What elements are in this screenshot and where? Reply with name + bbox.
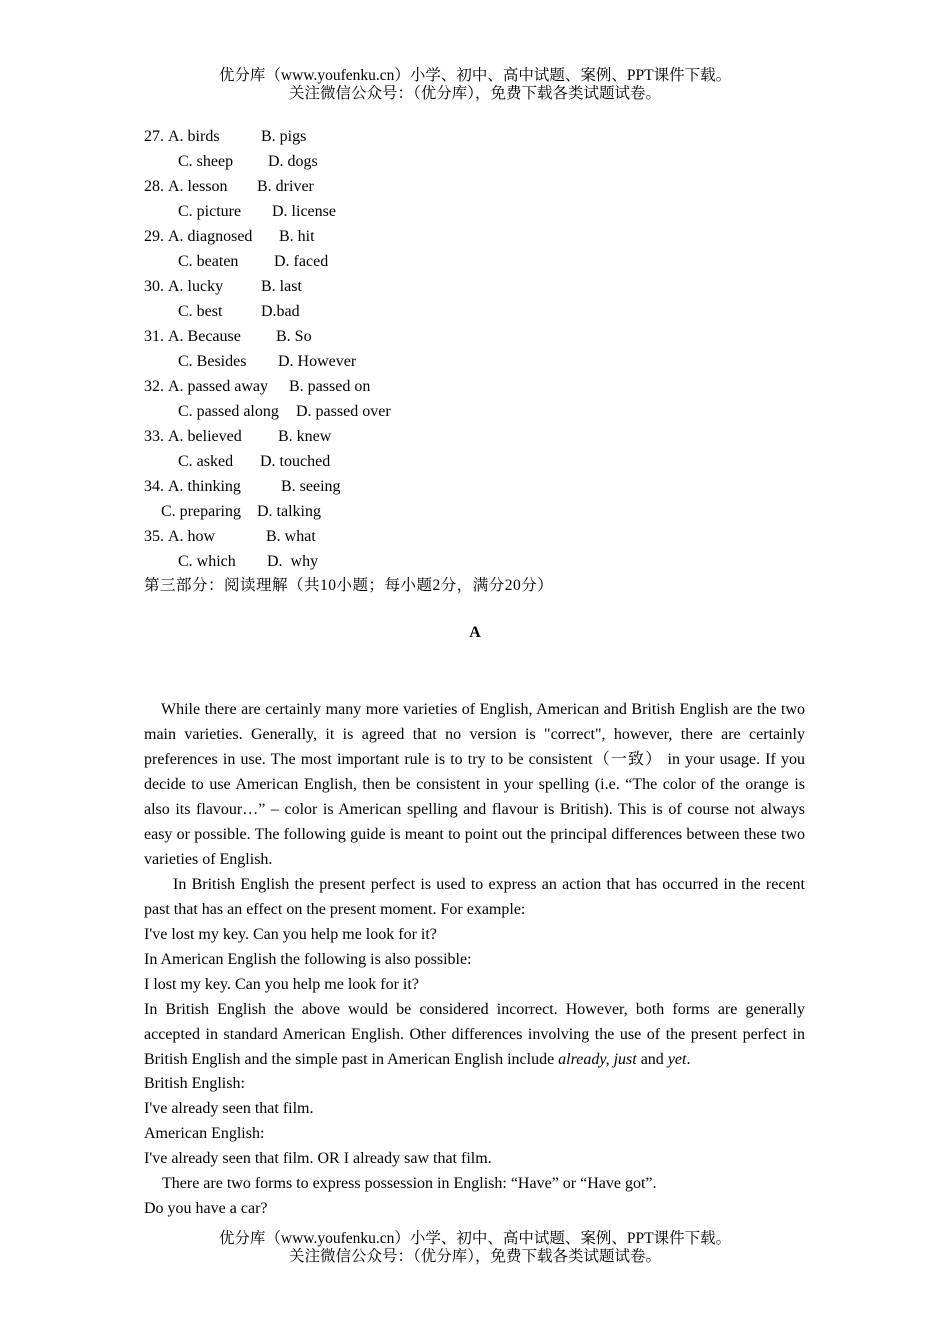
question-31-row-1 (144, 324, 312, 349)
option-a: A. lesson (168, 178, 228, 195)
passage-example-line: I've already seen that film. (144, 1100, 314, 1117)
option-d: D. why (267, 553, 319, 570)
option-d: D. talking (257, 503, 321, 520)
option-b: B. driver (257, 178, 314, 195)
passage-paragraph-1: While there are certainly many more varieties of English, American and British English are the two main varieties. Generally, it is agreed that no version is "correct", however, there are certainly preferences in use. The most important rule is to try to be consistent（一致） in your usage. If you decide to use American English, then be consistent in your spelling (i.e. “The color of the orange is also its flavour…” – color is American spelling and flavour is British). This is of course not always easy or possible. The following guide is meant to point out the principal differences between these two varieties of English. (144, 701, 805, 868)
option-c: C. best (178, 303, 223, 320)
emphasis-yet: yet (667, 1051, 687, 1068)
question-number: 27. (144, 128, 164, 145)
option-c: C. beaten (178, 253, 239, 270)
option-b: B. So (276, 328, 312, 345)
option-c: C. picture (178, 203, 242, 220)
option-b: B. what (266, 528, 316, 545)
emphasis-already: already, (558, 1051, 610, 1068)
option-c: C. passed along (178, 403, 279, 420)
question-27-row-2 (178, 149, 318, 174)
option-d: D. touched (260, 453, 331, 470)
question-31-row-2 (178, 349, 356, 374)
question-29-row-2 (178, 249, 328, 274)
option-b: B. passed on (289, 378, 371, 395)
question-number: 34. (144, 478, 164, 495)
question-number: 35. (144, 528, 164, 545)
passage-example-line: I've lost my key. Can you help me look for it? (144, 926, 437, 943)
option-b: B. knew (278, 428, 332, 445)
option-b: B. pigs (261, 128, 307, 145)
passage-line: In American English the following is also possible: (144, 951, 472, 968)
option-b: B. last (261, 278, 302, 295)
option-c: C. Besides (178, 353, 247, 370)
question-number: 29. (144, 228, 164, 245)
question-34-row-1 (144, 474, 341, 499)
option-c: C. preparing (161, 503, 241, 520)
question-35-row-2 (178, 549, 318, 574)
question-28-row-1 (144, 174, 314, 199)
question-28-row-2 (178, 199, 336, 224)
question-27-row-1 (144, 124, 306, 149)
passage-label-american: American English: (144, 1125, 265, 1142)
question-number: 33. (144, 428, 164, 445)
passage-paragraph-2: In British English the present perfect is used to express an action that has occurred in the recent past that has an effect on the present moment. For example: (144, 876, 805, 918)
section-title: 第三部分：阅读理解（共10小题；每小题2分，满分20分） (144, 577, 554, 594)
option-a: A. lucky (168, 278, 224, 295)
option-b: B. seeing (281, 478, 341, 495)
option-c: C. asked (178, 453, 234, 470)
passage-label-british: British English: (144, 1075, 245, 1092)
option-b: B. hit (279, 228, 315, 245)
option-d: D. However (278, 353, 357, 370)
paragraph-text: and (636, 1051, 668, 1068)
question-number: 32. (144, 378, 164, 395)
option-d: D. passed over (296, 403, 391, 420)
question-number: 31. (144, 328, 164, 345)
option-d: D. dogs (268, 153, 318, 170)
passage-example-line: Do you have a car? (144, 1200, 268, 1217)
option-a: A. how (168, 528, 216, 545)
passage-line: There are two forms to express possession in English: “Have” or “Have got”. (162, 1175, 657, 1192)
question-33-row-1 (144, 424, 331, 449)
option-a: A. passed away (168, 378, 268, 395)
option-a: A. Because (168, 328, 241, 345)
paragraph-text: In British English the above would be considered incorrect. However, both forms are generally accepted in standard American English. Other differences involving the use of the present perfect in British English and the simple past in American English include (144, 1001, 805, 1068)
passage-label: A (469, 624, 481, 641)
question-30-row-2 (178, 299, 300, 324)
question-33-row-2 (178, 449, 330, 474)
passage-example-line: I've already seen that film. OR I already saw that film. (144, 1150, 492, 1167)
header-line-2: 关注微信公众号：（优分库），免费下载各类试题试卷。 (288, 85, 661, 102)
option-a: A. believed (168, 428, 242, 445)
option-a: A. diagnosed (168, 228, 253, 245)
option-d: D. license (272, 203, 336, 220)
footer-line-1: 优分库（www.youfenku.cn）小学、初中、高中试题、案例、PPT课件下载。 (218, 1230, 732, 1247)
question-34-row-2 (161, 499, 321, 524)
footer-line-2: 关注微信公众号：（优分库），免费下载各类试题试卷。 (288, 1248, 661, 1265)
option-c: C. sheep (178, 153, 234, 170)
emphasis-just: just (613, 1051, 637, 1068)
header-line-1: 优分库（www.youfenku.cn）小学、初中、高中试题、案例、PPT课件下载。 (218, 67, 732, 84)
option-d: D.bad (261, 303, 300, 320)
option-c: C. which (178, 553, 236, 570)
question-30-row-1 (144, 274, 302, 299)
option-d: D. faced (274, 253, 329, 270)
paragraph-text: . (686, 1051, 691, 1068)
question-32-row-1 (144, 374, 370, 399)
passage-paragraph-3 (144, 997, 805, 1072)
question-number: 30. (144, 278, 164, 295)
question-number: 28. (144, 178, 164, 195)
passage-example-line: I lost my key. Can you help me look for it? (144, 976, 419, 993)
option-a: A. birds (168, 128, 220, 145)
option-a: A. thinking (168, 478, 241, 495)
question-29-row-1 (144, 224, 315, 249)
question-35-row-1 (144, 524, 316, 549)
question-32-row-2 (178, 399, 391, 424)
